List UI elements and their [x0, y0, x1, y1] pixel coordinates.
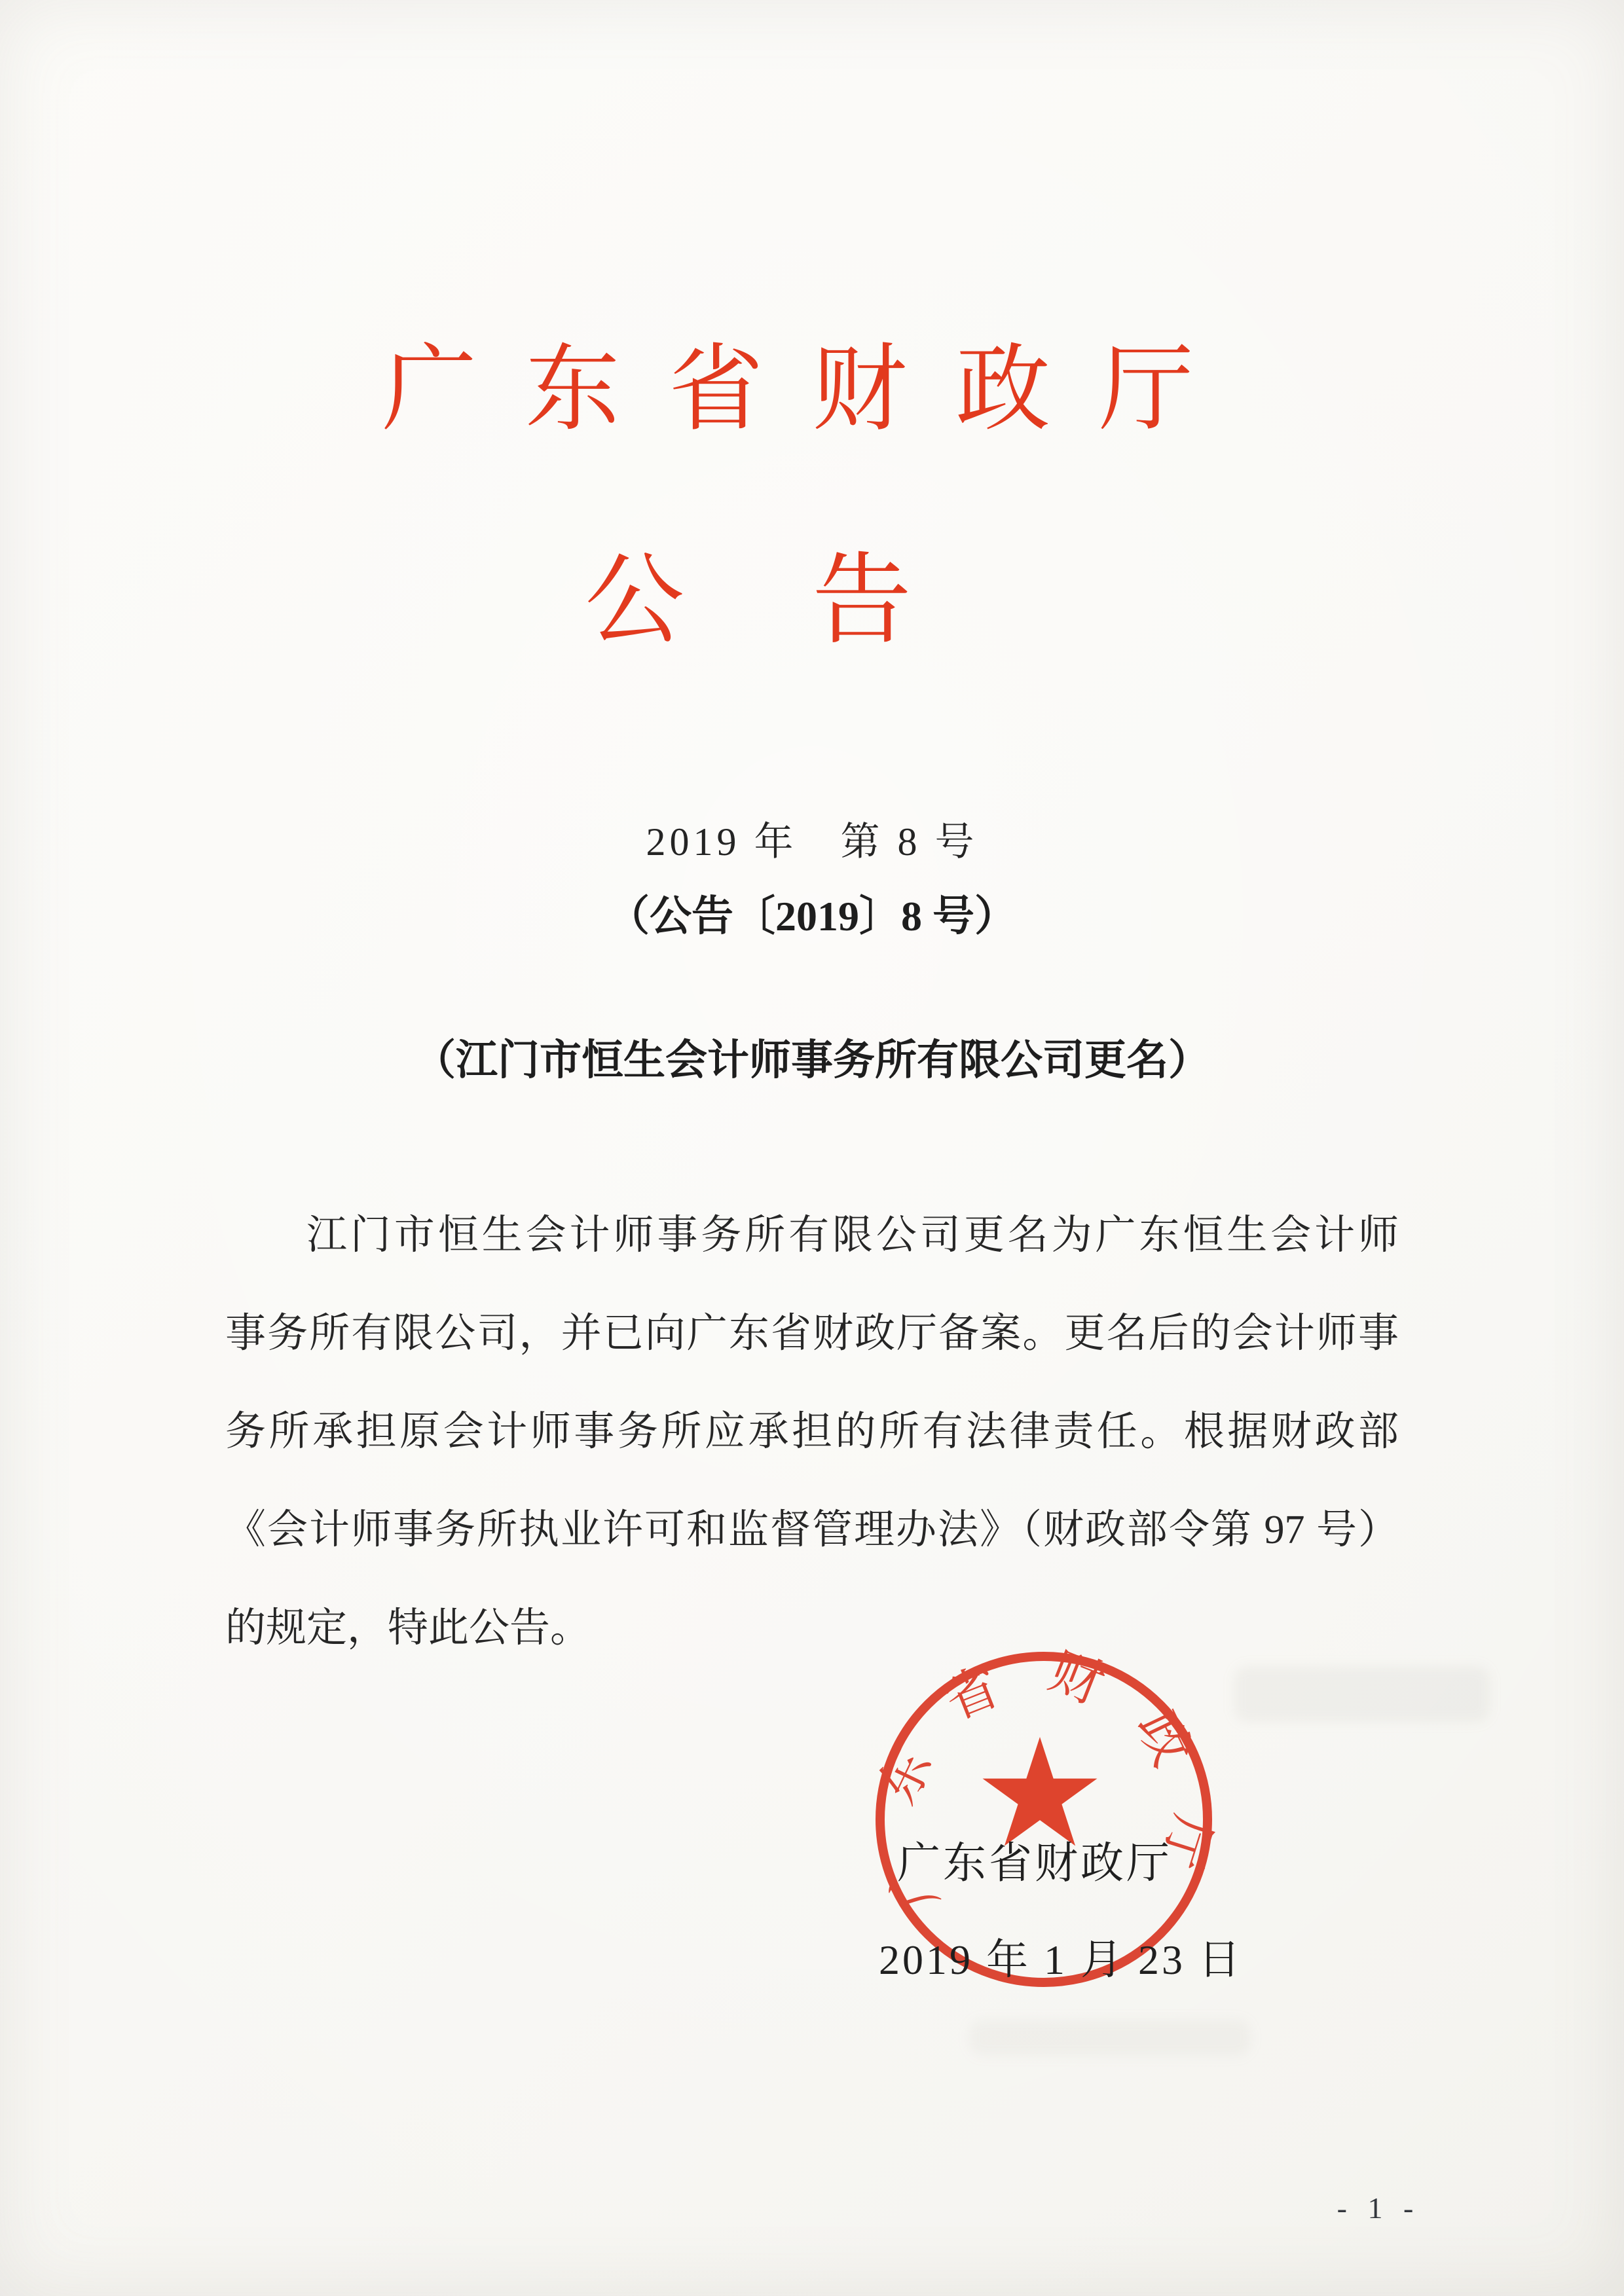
body-line-4: 《会计师事务所执业许可和监督管理办法》（财政部令第 97 号） [225, 1508, 1399, 1552]
body-line-3: 务所承担原会计师事务所应承担的所有法律责任。根据财政部 [225, 1410, 1399, 1454]
announcement-title: 公告 [585, 546, 1039, 656]
subject-line: （江门市恒生会计师事务所有限公司更名） [414, 1037, 1210, 1084]
page-number: - 1 - [1337, 2191, 1420, 2225]
issue-number-line: 2019 年 第 8 号 [646, 820, 978, 864]
agency-title: 广东省财政厅 [382, 338, 1242, 443]
body-paragraph [225, 1186, 1399, 1677]
signatory-name: 广东省财政厅 [897, 1840, 1172, 1887]
issue-date: 2019 年 1 月 23 日 [879, 1937, 1243, 1983]
document-number-line: （公告〔2019〕8 号） [608, 893, 1016, 939]
seal-text: 广东省财政厅 [866, 1644, 1222, 1916]
bleed-through-smudge [969, 2020, 1251, 2056]
body-line-1: 江门市恒生会计师事务所有限公司更名为广东恒生会计师 [306, 1213, 1399, 1258]
body-line-5: 的规定，特此公告。 [225, 1606, 591, 1650]
body-line-2: 事务所有限公司，并已向广东省财政厅备案。更名后的会计师事 [225, 1311, 1399, 1356]
